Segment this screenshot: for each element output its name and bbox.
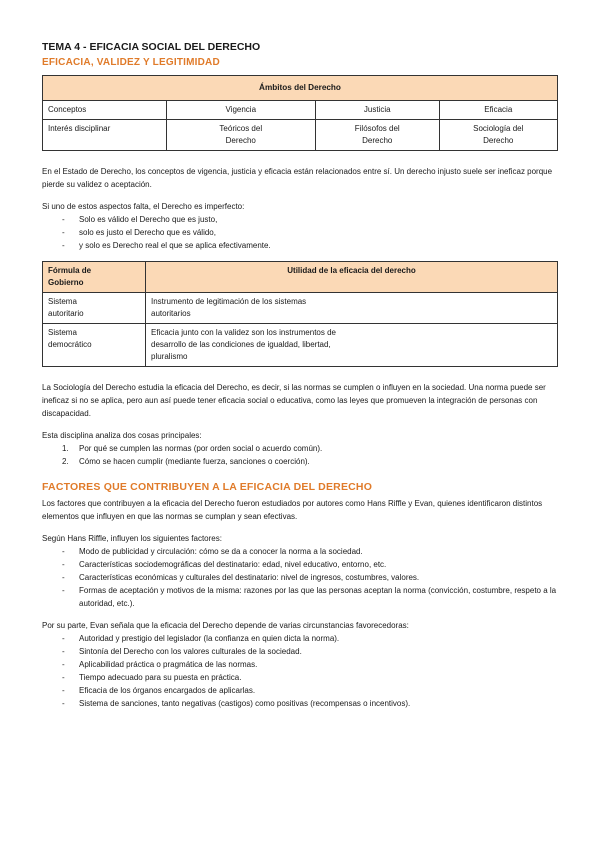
paragraph: Esta disciplina analiza dos cosas principales: [42, 431, 202, 440]
list-number: 1. [62, 444, 69, 453]
list-item: - Aplicabilidad práctica o pragmática de las normas. [42, 658, 558, 671]
table-cell: Vigencia [166, 101, 315, 120]
table-cell: Instrumento de legitimación de los sistemas autoritarios [146, 293, 558, 324]
list-item: - Características económicas y culturales del destinatario: nivel de ingresos, costumbres, valores. [42, 571, 558, 584]
list [42, 545, 558, 610]
paragraph: Los factores que contribuyen a la eficacia del Derecho fueron estudiados por autores como Hans Riffle y Evan, quienes identificaron distintos elementos que influyen en que las normas se cumplan y sean efectivas. [42, 499, 543, 521]
table-header-cell: Fórmula de Gobierno [43, 262, 146, 293]
list-item: - Tiempo adecuado para su puesta en práctica. [42, 671, 558, 684]
table-header-cell: Utilidad de la eficacia del derecho [146, 262, 558, 293]
list-item: - Sintonía del Derecho con los valores culturales de la sociedad. [42, 645, 558, 658]
paragraph: Por su parte, Evan señala que la eficacia del Derecho depende de varias circunstancias favorecedoras: [42, 621, 409, 630]
document-page [42, 40, 558, 710]
list-item: - Características sociodemográficas del destinatario: edad, nivel educativo, entorno, etc. [42, 558, 558, 571]
list-item: - Autoridad y prestigio del legislador (la confianza en quien dicta la norma). [42, 632, 558, 645]
table-row [43, 293, 558, 324]
paragraph: En el Estado de Derecho, los conceptos de vigencia, justicia y eficacia están relacionados entre sí. Un derecho injusto suele ser ineficaz porque pierde su validez o aceptación. [42, 167, 553, 189]
list-item: - y solo es Derecho real el que se aplica efectivamente. [42, 239, 558, 252]
table-header-row [43, 262, 558, 293]
list-item: - Sistema de sanciones, tanto negativas (castigos) como positivas (recompensas o incentivos). [42, 697, 558, 710]
numbered-list [42, 442, 558, 468]
list-item-text: Por qué se cumplen las normas (por orden social o acuerdo común). [79, 444, 323, 453]
list-item: - Formas de aceptación y motivos de la misma: razones por las que las personas aceptan la norma (convicción, costumbre, respeto a la autoridad, etc.). [42, 584, 558, 610]
table-row [43, 324, 558, 367]
formula-gobierno-table [42, 261, 558, 367]
paragraph: Según Hans Riffle, influyen los siguientes factores: [42, 534, 222, 543]
table-cell: Interés disciplinar [43, 120, 167, 151]
table-cell: Teóricos del Derecho [166, 120, 315, 151]
table-cell: Filósofos del Derecho [315, 120, 439, 151]
table-cell: Conceptos [43, 101, 167, 120]
table-cell: Eficacia [439, 101, 557, 120]
table-cell: Eficacia junto con la validez son los instrumentos de desarrollo de las condiciones de igualdad, libertad, pluralismo [146, 324, 558, 367]
table-cell: Sistema democrático [43, 324, 146, 367]
table-row [43, 120, 558, 151]
table-cell: Sociología del Derecho [439, 120, 557, 151]
list-item [42, 442, 558, 455]
list-item-text: Cómo se hacen cumplir (mediante fuerza, sanciones o coerción). [79, 457, 310, 466]
document-title: TEMA 4 - EFICACIA SOCIAL DEL DERECHO [42, 41, 261, 53]
list [42, 632, 558, 710]
list-item: - solo es justo el Derecho que es válido, [42, 226, 558, 239]
list-number: 2. [62, 457, 69, 466]
table-row [43, 101, 558, 120]
section-title-eficacia: EFICACIA, VALIDEZ Y LEGITIMIDAD [42, 57, 220, 68]
section-title-factores: FACTORES QUE CONTRIBUYEN A LA EFICACIA DEL DERECHO [42, 481, 373, 493]
list [42, 213, 558, 252]
paragraph: Si uno de estos aspectos falta, el Derecho es imperfecto: [42, 202, 245, 211]
list-item [42, 455, 558, 468]
list-item: - Eficacia de los órganos encargados de aplicarlas. [42, 684, 558, 697]
list-item: - Modo de publicidad y circulación: cómo se da a conocer la norma a la sociedad. [42, 545, 558, 558]
ambitos-table-header: Ámbitos del Derecho [43, 76, 558, 101]
table-cell: Justicia [315, 101, 439, 120]
ambitos-table [42, 75, 558, 151]
table-cell: Sistema autoritario [43, 293, 146, 324]
list-item: - Solo es válido el Derecho que es justo, [42, 213, 558, 226]
paragraph: La Sociología del Derecho estudia la eficacia del Derecho, es decir, si las normas se cumplen o influyen en la sociedad. Una norma puede ser ineficaz si no se aplica, pero aun así puede tener eficacia social o educativa, como las leyes que promueven la integración de personas con discapacidad. [42, 383, 546, 418]
